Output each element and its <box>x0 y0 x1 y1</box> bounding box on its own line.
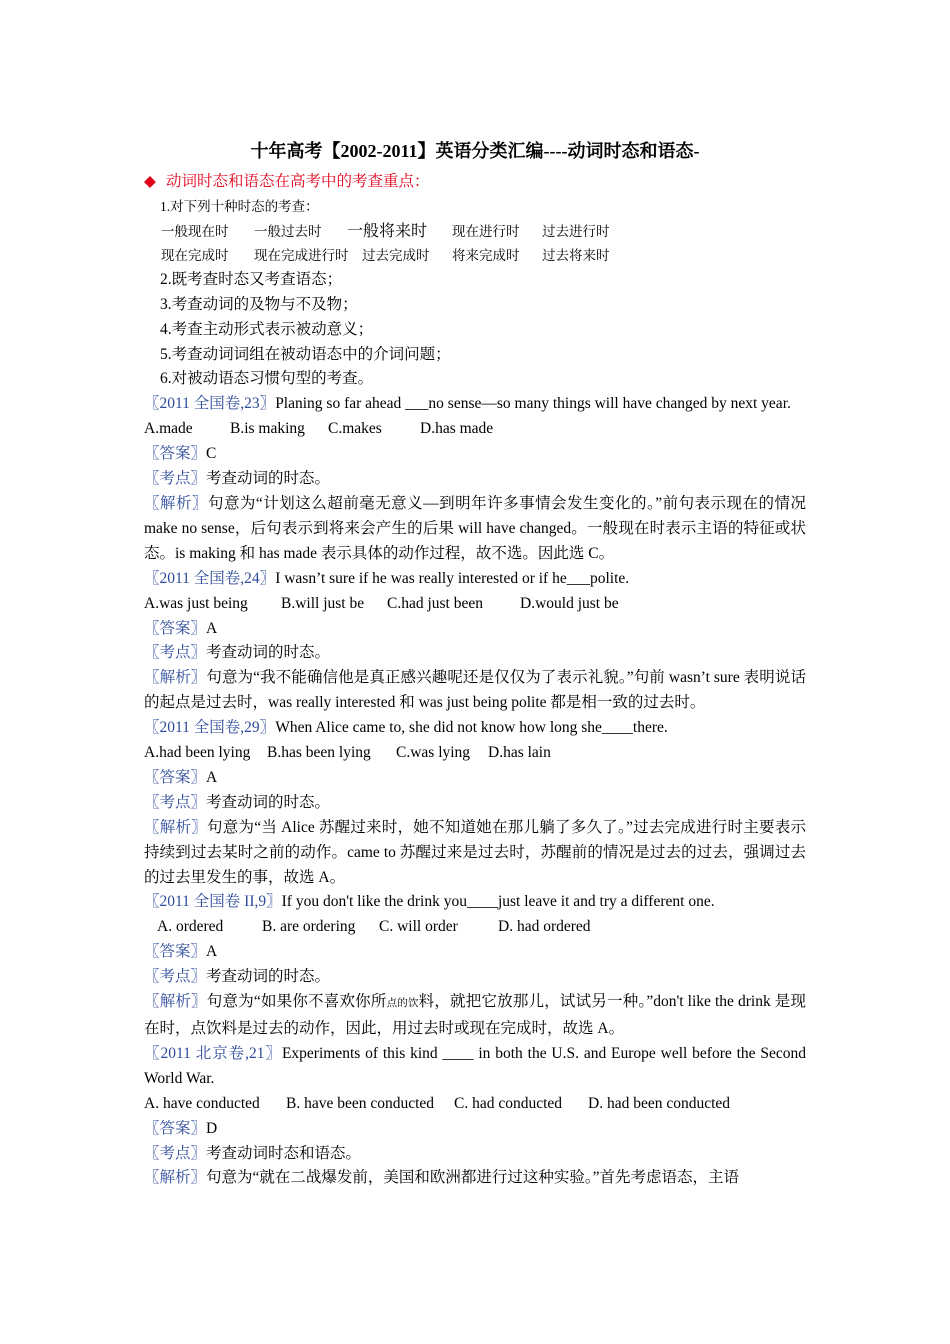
document-page <box>144 136 806 1191</box>
option: C. will order <box>379 918 458 936</box>
question-source: 〖2011 全国卷,29〗 <box>144 719 276 737</box>
question-text: Planing so far ahead ___no sense—so many things will have changed by next year. <box>275 395 791 413</box>
answer-value: A <box>206 768 218 786</box>
question-5-analysis <box>144 1166 806 1191</box>
option: D.has lain <box>488 744 551 762</box>
question-3-analysis <box>144 816 806 891</box>
tense-cell: 过去完成时 <box>362 247 430 263</box>
point-label: 〖考点〗 <box>144 644 207 662</box>
answer-label: 〖答案〗 <box>144 768 207 786</box>
answer-label: 〖答案〗 <box>144 943 207 961</box>
tense-cell: 一般现在时 <box>161 223 229 239</box>
question-1-options <box>144 417 806 442</box>
question-text: If you don't like the drink you____just leave it and try a different one. <box>281 893 715 911</box>
option: D.would just be <box>520 594 619 612</box>
option: C. had conducted <box>454 1094 563 1112</box>
tense-cell: 现在完成时 <box>161 247 229 263</box>
point-text: 考查动词的时态。 <box>206 793 331 811</box>
analysis-text: 句意为“我不能确信他是真正感兴趣呢还是仅仅为了表示礼貌。”句前 wasn’t sure 表明说话的起点是过去时，was really interested 和 was just being polite 都是相一致的过去时。 <box>144 669 806 712</box>
diamond-bullet-icon: ◆ <box>144 173 156 190</box>
analysis-label: 〖解析〗 <box>144 818 207 836</box>
analysis-label: 〖解析〗 <box>144 494 208 512</box>
answer-label: 〖答案〗 <box>144 619 207 637</box>
question-2-options <box>144 592 806 617</box>
question-5-answer <box>144 1117 806 1142</box>
answer-label: 〖答案〗 <box>144 445 207 463</box>
point-text: 考查动词时态和语态。 <box>206 1144 362 1162</box>
question-source: 〖2011 全国卷 II,9〗 <box>144 893 282 911</box>
question-1-analysis <box>144 492 806 567</box>
question-2-analysis <box>144 666 806 716</box>
question-1-point <box>144 467 806 492</box>
question-1-answer <box>144 442 806 467</box>
analysis-text: 句意为“当 Alice 苏醒过来时，她不知道她在那儿躺了多久了。”过去完成进行时主要表示持续到过去某时之前的动作。came to 苏醒过来是过去时，苏醒前的情况是过去的过去，强调过去的过去里发生的事，故选 A。 <box>144 818 806 886</box>
answer-value: C <box>206 445 217 463</box>
question-2-stem <box>144 567 806 592</box>
page-title: 十年高考【2002-2011】英语分类汇编----动词时态和语态- <box>250 141 700 161</box>
option: D. had ordered <box>498 918 591 936</box>
question-text: When Alice came to, she did not know how long she____there. <box>275 719 668 737</box>
answer-value: A <box>206 619 218 637</box>
tense-cell: 现在进行时 <box>452 223 520 239</box>
intro-item-2: 2.既考查时态又考查语态； <box>160 270 343 288</box>
tense-row-1 <box>144 220 806 244</box>
analysis-text: 句意为“如果你不喜欢你所 <box>206 993 387 1011</box>
option: A. have conducted <box>144 1094 260 1112</box>
option: C.had just been <box>387 594 483 612</box>
option: A.was just being <box>144 594 248 612</box>
option: D.has made <box>420 420 494 438</box>
question-4-point <box>144 965 806 990</box>
answer-value: A <box>206 943 218 961</box>
tense-row-2 <box>144 244 806 268</box>
analysis-text-small: 点的饮 <box>386 998 419 1010</box>
point-text: 考查动词的时态。 <box>206 968 331 986</box>
analysis-label: 〖解析〗 <box>144 993 207 1011</box>
option: B. are ordering <box>262 918 356 936</box>
option: A.had been lying <box>144 744 251 762</box>
intro-heading-text: 动词时态和语态在高考中的考查重点： <box>166 173 430 190</box>
option: C.was lying <box>396 744 471 762</box>
intro-item-4: 4.考查主动形式表示被动意义； <box>160 320 374 338</box>
question-3-options <box>144 741 806 766</box>
option: C.makes <box>328 420 382 438</box>
tense-cell: 一般过去时 <box>254 223 322 239</box>
question-3-point <box>144 791 806 816</box>
tense-cell: 现在完成进行时 <box>254 247 349 263</box>
option: B. have been conducted <box>286 1094 435 1112</box>
point-label: 〖考点〗 <box>144 470 207 488</box>
question-4-analysis <box>144 990 806 1042</box>
intro-heading <box>144 170 806 195</box>
option: B.is making <box>230 420 305 438</box>
question-1-stem <box>144 392 806 417</box>
question-4-stem <box>144 890 806 915</box>
tense-cell: 过去将来时 <box>542 247 610 263</box>
question-3-stem <box>144 716 806 741</box>
point-label: 〖考点〗 <box>144 1144 207 1162</box>
answer-value: D <box>206 1119 218 1137</box>
analysis-text: 句意为“计划这么超前毫无意义—到明年许多事情会发生变化的。”前句表示现在的情况 make no sense，后句表示到将来会产生的后果 will have changed。一般现在时表示主语的特征或状态。is making 和 has made 表示具体的动作过程，故不选。因此选 C。 <box>144 494 806 562</box>
option: D. had been conducted <box>588 1094 731 1112</box>
analysis-label: 〖解析〗 <box>144 1169 207 1187</box>
question-text: I wasn’t sure if he was really interested or if he___polite. <box>275 569 630 587</box>
point-label: 〖考点〗 <box>144 793 207 811</box>
question-4-answer <box>144 940 806 965</box>
point-label: 〖考点〗 <box>144 968 207 986</box>
tense-cell: 过去进行时 <box>542 223 610 239</box>
tense-cell: 一般将来时 <box>347 222 428 240</box>
question-3-answer <box>144 766 806 791</box>
question-2-answer <box>144 617 806 642</box>
intro-item-1: 1.对下列十种时态的考查： <box>160 198 319 214</box>
question-source: 〖2011 全国卷,24〗 <box>144 569 276 587</box>
intro-item-5: 5.考查动词词组在被动语态中的介词问题； <box>160 345 451 363</box>
question-5-options <box>144 1092 806 1117</box>
analysis-text: 句意为“就在二战爆发前，美国和欧洲都进行过这种实验。”首先考虑语态，主语 <box>206 1169 740 1187</box>
intro-item-6: 6.对被动语态习惯句型的考查。 <box>160 370 374 388</box>
option: B.has been lying <box>267 744 371 762</box>
question-2-point <box>144 641 806 666</box>
option: A. ordered <box>157 918 224 936</box>
tense-cell: 将来完成时 <box>452 247 520 263</box>
question-text: Experiments of this kind ____ in both the U.S. and Europe well before the Second World War. <box>144 1044 806 1087</box>
answer-label: 〖答案〗 <box>144 1119 207 1137</box>
question-4-options <box>144 915 806 940</box>
question-source: 〖2011 全国卷,23〗 <box>144 395 276 413</box>
intro-item-3: 3.考查动词的及物与不及物； <box>160 295 358 313</box>
point-text: 考查动词的时态。 <box>206 470 331 488</box>
option: B.will just be <box>281 594 365 612</box>
point-text: 考查动词的时态。 <box>206 644 331 662</box>
analysis-label: 〖解析〗 <box>144 669 207 687</box>
question-5-point <box>144 1142 806 1167</box>
question-5-stem <box>144 1042 806 1092</box>
option: A.made <box>144 420 193 438</box>
analysis-text: 料，就把它放那儿，试试另一种。”don't like the drink 是现在时，点饮料是过去的动作，因此，用过去时或现在完成时，故选 A。 <box>144 993 806 1037</box>
question-source: 〖2011 北京卷,21〗 <box>144 1044 282 1062</box>
